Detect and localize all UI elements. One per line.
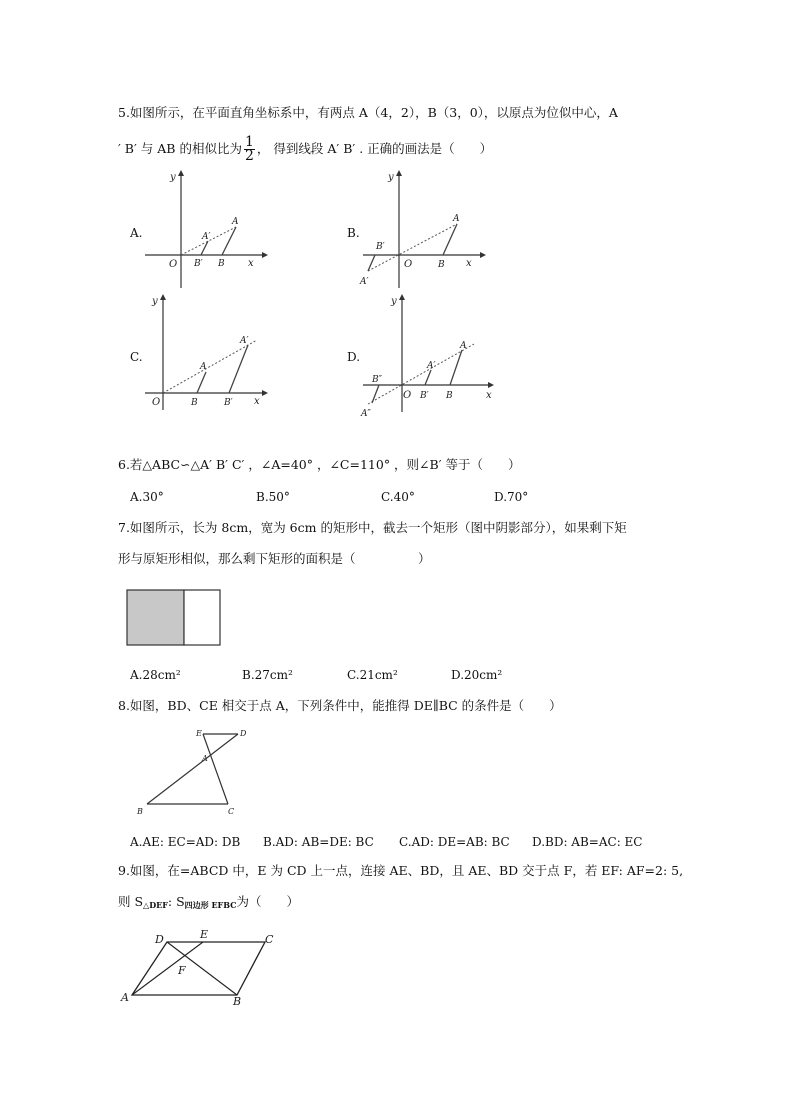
label-a1: A′ <box>360 277 369 287</box>
label-b: B <box>191 398 198 408</box>
q8-triangle-figure <box>136 726 256 820</box>
y-axis-arrow <box>399 294 405 300</box>
segment-ab <box>222 227 236 255</box>
origin-label: O <box>403 390 412 401</box>
q9-parallelogram-figure <box>120 928 285 1010</box>
x-label: x <box>486 390 492 401</box>
origin-label: O <box>152 397 161 408</box>
q8-option-c[interactable]: C.AD: DE=AB: BC <box>399 835 510 849</box>
q5-option-b-label[interactable]: B. <box>347 226 360 240</box>
label-a: A <box>200 362 207 372</box>
segment-ab <box>197 372 206 393</box>
label-e: E <box>200 928 209 941</box>
segment-ae <box>132 942 203 995</box>
label-e: E <box>196 729 202 738</box>
q5-option-d-label[interactable]: D. <box>347 350 361 364</box>
label-c: C <box>265 933 274 946</box>
label-b: B <box>438 260 445 270</box>
q7-option-b[interactable]: B.27cm² <box>242 668 293 682</box>
q5-stem-line2-end: ， 得到线段 A′ B′ . 正确的画法是（ ） <box>256 141 493 156</box>
q8-option-b[interactable]: B.AD: AB=DE: BC <box>263 835 374 849</box>
q6-option-a[interactable]: A.30° <box>130 490 164 504</box>
y-axis-arrow <box>396 170 402 176</box>
label-f: F <box>178 964 186 977</box>
label-a: A <box>121 991 129 1004</box>
q8-option-d[interactable]: D.BD: AB=AC: EC <box>532 835 643 849</box>
q5-stem-line1: 5.如图所示，在平面直角坐标系中，有两点 A（4，2），B（3，0），以原点为位似中心，A <box>118 105 618 120</box>
label-b: B <box>218 259 225 269</box>
parallelogram-abcd <box>132 942 265 995</box>
q6-option-b[interactable]: B.50° <box>256 490 290 504</box>
origin-label: O <box>169 259 178 270</box>
y-label: y <box>388 172 394 183</box>
y-label: y <box>170 172 176 183</box>
q9-stem-line2-start: 则 S <box>118 894 144 909</box>
shaded-rectangle <box>127 590 184 645</box>
x-label: x <box>466 258 472 269</box>
y-axis-arrow <box>178 170 184 176</box>
q7-stem-line1: 7.如图所示，长为 8cm，宽为 6cm 的矩形中，截去一个矩形（图中阴影部分），如果剩下矩 <box>118 520 627 535</box>
label-a: A <box>202 754 208 763</box>
y-label: y <box>391 296 397 307</box>
label-b: B <box>233 995 242 1008</box>
q5-option-a-label[interactable]: A. <box>130 226 143 240</box>
dashed-ray <box>163 340 257 393</box>
q5-graph-c <box>140 292 270 417</box>
ratio-fraction <box>244 136 255 163</box>
remaining-rectangle <box>184 590 220 645</box>
label-a1: A′ <box>202 232 211 242</box>
label-b1: B′ <box>224 398 233 408</box>
label-b: B <box>446 391 453 401</box>
fraction-numerator: 1 <box>244 134 254 150</box>
q7-option-d[interactable]: D.20cm² <box>451 668 503 682</box>
origin-label: O <box>404 259 413 270</box>
q9-stem-line2 <box>118 893 299 914</box>
segment-a1b1 <box>201 241 208 255</box>
x-axis-arrow <box>262 390 268 396</box>
label-a2: A″ <box>361 409 371 419</box>
label-b2: B″ <box>372 375 382 385</box>
x-label: x <box>248 258 254 269</box>
q5-stem-line2-start: ′ B′ 与 AB 的相似比为 <box>118 141 242 156</box>
x-axis-arrow <box>262 252 268 258</box>
q8-option-a[interactable]: A.AE: EC=AD: DB <box>130 835 241 849</box>
segment-ab <box>450 350 462 385</box>
q9-stem-line2-mid: : S <box>167 894 185 909</box>
triangle-def-subscript: △DEF <box>143 900 168 910</box>
x-axis-arrow <box>488 382 494 388</box>
q5-graph-a <box>140 168 270 293</box>
q7-option-c[interactable]: C.21cm² <box>347 668 398 682</box>
label-c: C <box>228 807 235 816</box>
q5-option-c-label[interactable]: C. <box>130 350 143 364</box>
label-a: A <box>453 214 460 224</box>
quadrilateral-efbc-subscript: 四边形 EFBC <box>184 900 237 910</box>
q7-option-a[interactable]: A.28cm² <box>130 668 181 682</box>
label-b: B <box>137 807 143 816</box>
segment-a1b1 <box>425 370 431 385</box>
q7-rectangle-figure <box>126 589 222 647</box>
label-a1: A′ <box>427 361 436 371</box>
segment-ab <box>443 224 457 255</box>
q5-graph-d <box>358 292 498 417</box>
q7-stem-line2: 形与原矩形相似，那么剩下矩形的面积是（ ） <box>118 551 431 566</box>
label-b1: B′ <box>420 391 429 401</box>
label-b1: B′ <box>194 259 203 269</box>
q6-option-d[interactable]: D.70° <box>494 490 529 504</box>
label-a1: A′ <box>240 336 249 346</box>
q6-option-c[interactable]: C.40° <box>381 490 415 504</box>
q8-stem: 8.如图，BD、CE 相交于点 A，下列条件中，能推得 DE∥BC 的条件是（ ） <box>118 698 562 713</box>
q5-stem-line2 <box>118 136 492 163</box>
label-d: D <box>240 729 247 738</box>
y-label: y <box>152 296 158 307</box>
x-axis-arrow <box>480 252 486 258</box>
label-a: A <box>232 217 239 227</box>
label-b1: B′ <box>376 242 385 252</box>
q6-stem: 6.若△ABC∽△A′ B′ C′ ，∠A=40° ，∠C=110° ，则∠B′ 等于（ ） <box>118 457 521 472</box>
q5-graph-b <box>358 168 488 293</box>
label-d: D <box>155 933 164 946</box>
q9-stem-line1: 9.如图，在=ABCD 中，E 为 CD 上一点，连接 AE、BD，且 AE、BD 交于点 F，若 EF: AF=2: 5, <box>118 863 684 878</box>
segment-a1b1 <box>229 345 248 393</box>
fraction-denominator: 2 <box>244 148 254 164</box>
label-a: A <box>460 341 467 351</box>
y-axis-arrow <box>160 294 166 300</box>
x-label: x <box>254 396 260 407</box>
q9-stem-line2-end: 为（ ） <box>236 894 300 909</box>
